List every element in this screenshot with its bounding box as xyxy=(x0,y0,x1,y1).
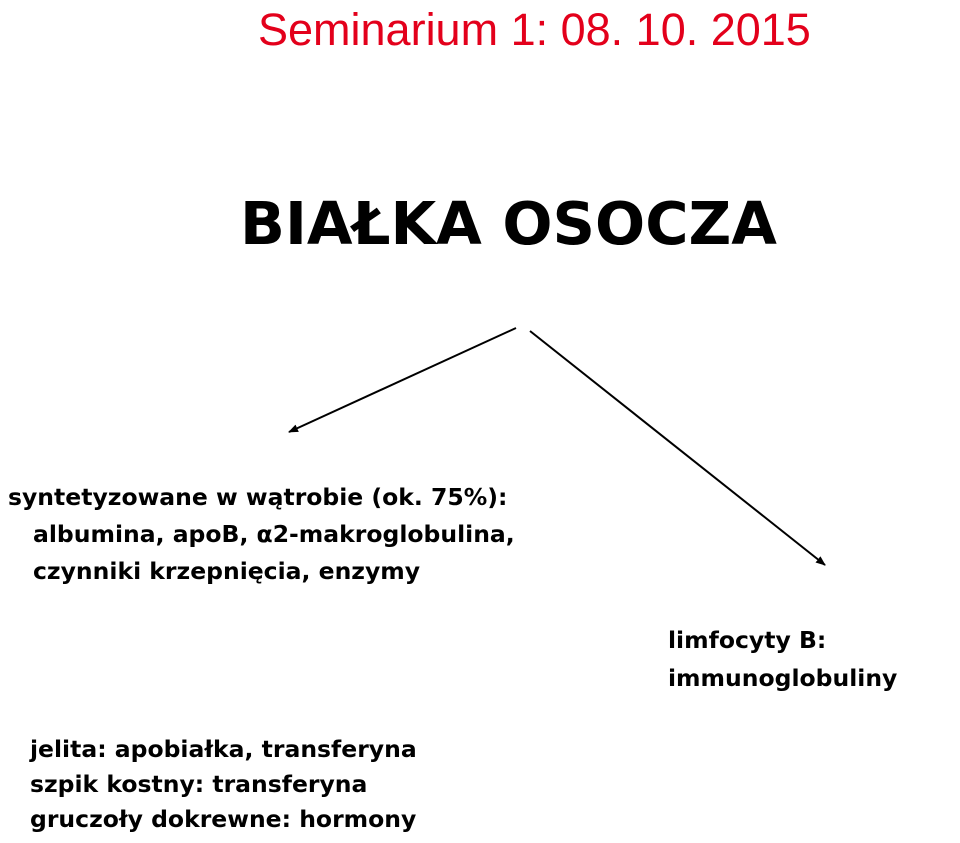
other-line-1: jelita: apobiałka, transferyna xyxy=(30,735,417,763)
liver-line-3: czynniki krzepnięcia, enzymy xyxy=(33,557,421,585)
liver-line-1: syntetyzowane w wątrobie (ok. 75%): xyxy=(8,483,508,511)
other-line-3: gruczoły dokrewne: hormony xyxy=(30,805,417,833)
liver-line-2: albumina, apoB, α2-makroglobulina, xyxy=(33,520,515,548)
other-sources-block xyxy=(30,732,417,837)
arrow-to-liver xyxy=(289,328,516,432)
diagram-heading: BIAŁKA OSOCZA xyxy=(240,189,777,258)
arrow-to-lymphocytes xyxy=(530,331,825,565)
other-line-2: szpik kostny: transferyna xyxy=(30,770,368,798)
lymph-line-1: limfocyty B: xyxy=(668,626,827,654)
liver-synthesis-block xyxy=(8,479,515,590)
lymphocyte-block xyxy=(668,621,897,697)
slide-title: Seminarium 1: 08. 10. 2015 xyxy=(258,4,811,55)
lymph-line-2: immunoglobuliny xyxy=(668,664,898,692)
